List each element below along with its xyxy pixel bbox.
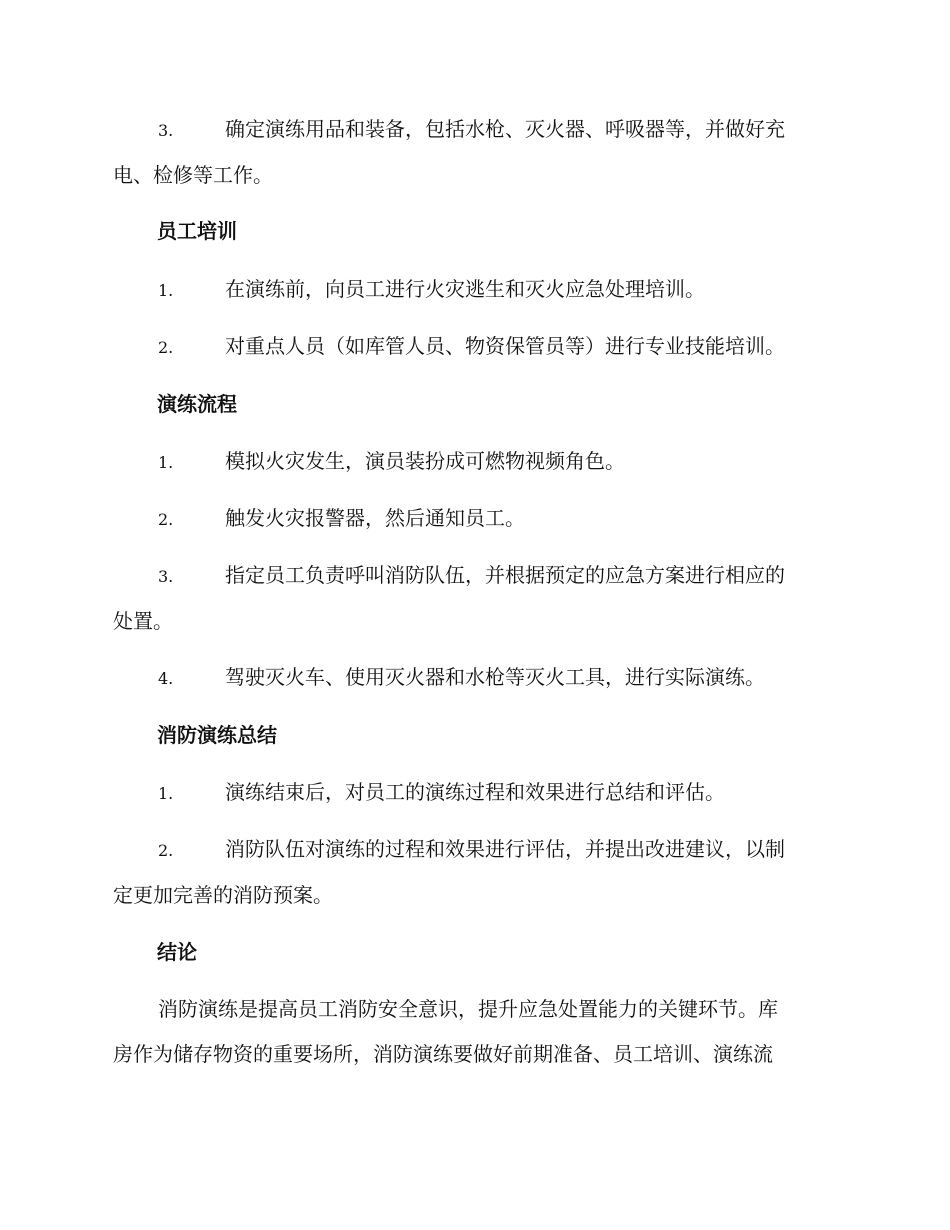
item-number: 1. [158,281,174,300]
item-text: 消防队伍对演练的过程和效果进行评估，并提出改进建议，以制 [225,837,785,861]
item-number: 3. [158,567,174,586]
item-text: 触发火灾报警器，然后通知员工。 [225,506,525,530]
paragraph-line: 消防演练是提高员工消防安全意识，提升应急处置能力的关键环节。库 [158,997,778,1021]
item-text: 处置。 [113,609,173,633]
body-paragraph [113,987,833,1077]
item-number: 4. [158,669,174,688]
item-text: 模拟火灾发生，演员装扮成可燃物视频角色。 [225,449,625,473]
section-heading: 结论 [157,940,197,964]
item-text: 演练结束后，对员工的演练过程和效果进行总结和评估。 [225,780,725,804]
item-number: 2. [158,841,174,860]
item-text: 定更加完善的消防预案。 [113,883,333,907]
item-number: 2. [158,338,174,357]
list-item [113,107,833,198]
item-number: 1. [158,453,174,472]
item-text: 在演练前，向员工进行火灾逃生和灭火应急处理培训。 [225,277,705,301]
item-number: 2. [158,510,174,529]
list-item [113,553,833,644]
list-item [113,324,833,370]
list-item [113,827,833,918]
item-text: 驾驶灭火车、使用灭火器和水枪等灭火工具，进行实际演练。 [225,665,765,689]
list-item [113,770,833,816]
item-text: 电、检修等工作。 [113,163,273,187]
paragraph-line: 房作为储存物资的重要场所，消防演练要做好前期准备、员工培训、演练流 [113,1042,773,1066]
item-text: 指定员工负责呼叫消防队伍，并根据预定的应急方案进行相应的 [225,563,785,587]
section-heading: 员工培训 [157,219,237,243]
item-text: 确定演练用品和装备，包括水枪、灭火器、呼吸器等，并做好充 [225,117,785,141]
section-heading: 消防演练总结 [157,723,277,747]
list-item [113,655,833,701]
list-item [113,439,833,485]
item-number: 1. [158,784,174,803]
section-heading: 演练流程 [157,392,237,416]
item-text: 对重点人员（如库管人员、物资保管员等）进行专业技能培训。 [225,334,785,358]
list-item [113,496,833,542]
list-item [113,267,833,313]
item-number: 3. [158,121,174,140]
